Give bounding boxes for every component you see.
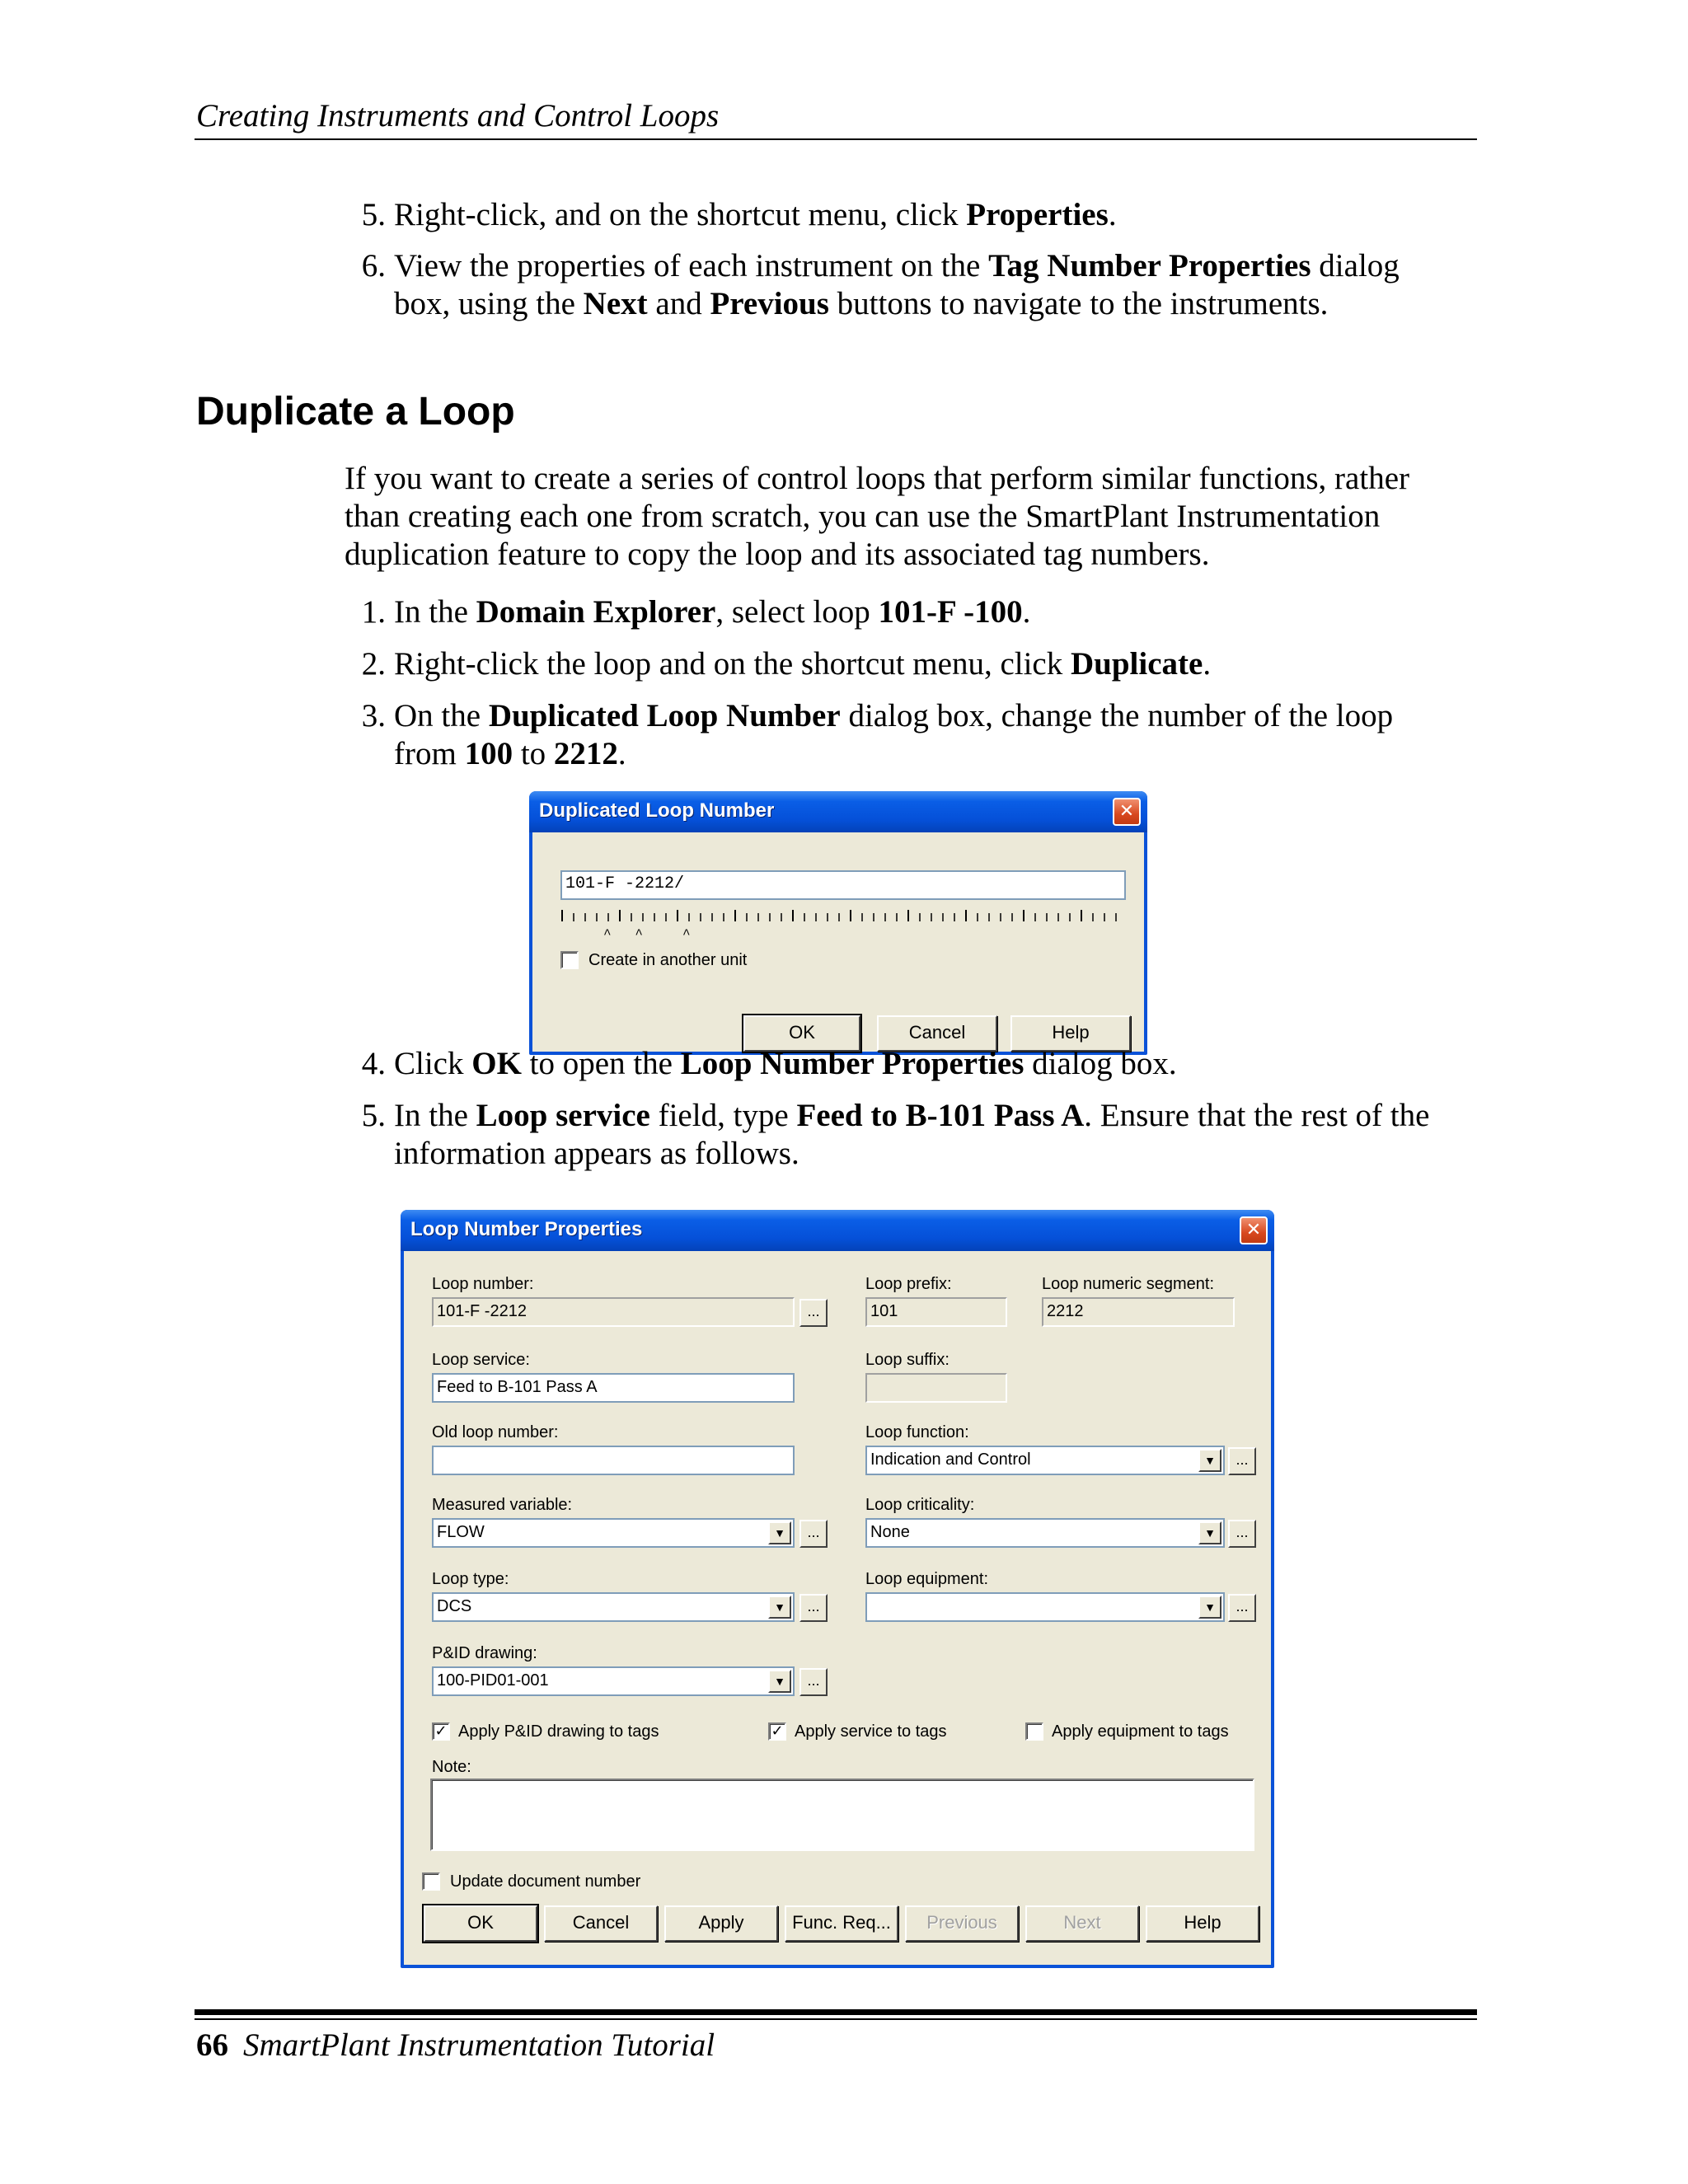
loop-function-select[interactable] (865, 1446, 1225, 1475)
step-text: box, using the (394, 286, 584, 321)
check-icon: ✓ (434, 1722, 448, 1740)
measured-variable-value: FLOW (437, 1523, 485, 1541)
step-text: and (647, 286, 710, 321)
update-document-number-checkbox[interactable] (422, 1872, 440, 1891)
footer-rule (195, 2018, 1477, 2020)
dialog-body (404, 1251, 1271, 1965)
step-bold: Loop service (476, 1098, 650, 1133)
old-loop-number-field[interactable] (432, 1446, 795, 1475)
func-req-button[interactable]: Func. Req... (785, 1905, 898, 1942)
loop-number-properties-dialog (401, 1210, 1274, 1968)
apply-service-label: Apply service to tags (795, 1722, 947, 1741)
step-bold: 101-F -100 (878, 594, 1023, 630)
step-text: information appears as follows. (394, 1136, 799, 1171)
step-text: , select loop (715, 594, 879, 630)
segment-markers: ^ ^ ^ (603, 927, 691, 942)
intro-line: If you want to create a series of control loops that perform similar functions, rather (345, 461, 1409, 496)
update-document-number-label: Update document number (450, 1872, 641, 1891)
footer-rule (195, 2009, 1477, 2015)
ruler-ticks (562, 910, 1116, 921)
cancel-button[interactable]: Cancel (544, 1905, 658, 1942)
loop-numeric-segment-label: Loop numeric segment: (1042, 1275, 1215, 1293)
step-text: View the properties of each instrument on the (394, 248, 989, 284)
list-number: 2. (361, 646, 386, 682)
step-text: Right-click, and on the shortcut menu, click (394, 197, 967, 232)
step-bold: OK (471, 1046, 522, 1081)
loop-prefix-label: Loop prefix: (865, 1275, 952, 1293)
step-text: . (1203, 646, 1212, 682)
list-number: 3. (361, 698, 386, 733)
step-text: dialog box. (1024, 1046, 1177, 1081)
apply-equipment-checkbox[interactable] (1025, 1722, 1043, 1741)
list-number: 5. (361, 1098, 386, 1133)
note-label: Note: (432, 1758, 471, 1776)
page-header: Creating Instruments and Control Loops (196, 98, 720, 134)
previous-button[interactable]: Previous (905, 1905, 1019, 1942)
loop-type-label: Loop type: (432, 1570, 509, 1588)
dialog-titlebar[interactable] (401, 1210, 1274, 1251)
step-text: buttons to navigate to the instruments. (828, 286, 1329, 321)
dialog-title: Loop Number Properties (410, 1218, 643, 1240)
list-item (345, 247, 1498, 323)
loop-equipment-browse-button[interactable]: ... (1228, 1594, 1256, 1622)
step-text: from (394, 736, 465, 771)
old-loop-number-label: Old loop number: (432, 1423, 559, 1441)
dialog-title: Duplicated Loop Number (539, 799, 775, 822)
step-text: field, type (649, 1098, 797, 1133)
loop-function-label: Loop function: (865, 1423, 969, 1441)
step-bold: Next (583, 286, 648, 321)
loop-suffix-label: Loop suffix: (865, 1351, 950, 1369)
loop-number-field[interactable]: 101-F -2212/ (560, 870, 1126, 900)
step-bold: Feed to B-101 Pass A (796, 1098, 1085, 1133)
step-text: Click (394, 1046, 472, 1081)
measured-variable-browse-button[interactable]: ... (799, 1520, 828, 1548)
section-heading: Duplicate a Loop (196, 390, 515, 434)
help-button[interactable]: Help (1010, 1015, 1131, 1052)
pid-drawing-select[interactable] (432, 1666, 795, 1696)
list-item (345, 645, 1498, 683)
step-bold: Previous (710, 286, 829, 321)
step-bold: Properties (966, 197, 1109, 232)
list-number: 1. (361, 594, 386, 630)
loop-numeric-segment-field[interactable]: 2212 (1042, 1297, 1235, 1327)
loop-prefix-field[interactable]: 101 (865, 1297, 1007, 1327)
loop-criticality-label: Loop criticality: (865, 1496, 975, 1514)
step-text: . Ensure that the rest of the (1084, 1098, 1430, 1133)
loop-equipment-label: Loop equipment: (865, 1570, 989, 1588)
chevron-down-icon[interactable]: ▼ (1198, 1596, 1221, 1619)
help-button[interactable]: Help (1146, 1905, 1259, 1942)
ok-button[interactable]: OK (424, 1905, 537, 1942)
chevron-down-icon[interactable]: ▼ (768, 1521, 791, 1544)
apply-equipment-label: Apply equipment to tags (1052, 1722, 1229, 1741)
measured-variable-label: Measured variable: (432, 1496, 573, 1514)
step-text: dialog (1311, 248, 1400, 284)
step-bold: Tag Number Properties (988, 248, 1311, 284)
loop-number-field[interactable]: 101-F -2212 (432, 1297, 795, 1327)
chevron-down-icon[interactable]: ▼ (768, 1670, 791, 1693)
ok-button[interactable]: OK (743, 1015, 860, 1052)
apply-service-checkbox[interactable] (768, 1722, 786, 1741)
list-item (345, 697, 1498, 773)
pid-drawing-value: 100-PID01-001 (437, 1671, 549, 1690)
loop-type-browse-button[interactable]: ... (799, 1594, 828, 1622)
apply-button[interactable]: Apply (664, 1905, 778, 1942)
step-bold: 2212 (553, 736, 618, 771)
chevron-down-icon[interactable]: ▼ (1198, 1521, 1221, 1544)
dialog-body (532, 832, 1144, 1052)
step-bold: Domain Explorer (476, 594, 716, 630)
chevron-down-icon[interactable]: ▼ (768, 1596, 791, 1619)
step-text: Right-click the loop and on the shortcut menu, click (394, 646, 1071, 682)
loop-type-value: DCS (437, 1597, 472, 1615)
step-bold: Duplicate (1070, 646, 1203, 682)
loop-function-browse-button[interactable]: ... (1228, 1447, 1256, 1475)
list-number: 5. (361, 197, 386, 232)
step-text: to open the (521, 1046, 681, 1081)
list-number: 6. (361, 248, 386, 284)
measured-variable-select[interactable] (432, 1518, 795, 1548)
loop-equipment-select[interactable] (865, 1592, 1225, 1622)
step-text: In the (394, 1098, 476, 1133)
loop-criticality-value: None (870, 1523, 910, 1541)
pid-drawing-browse-button[interactable]: ... (799, 1668, 828, 1696)
create-in-another-unit-label: Create in another unit (588, 951, 748, 969)
step-text: dialog box, change the number of the loop (840, 698, 1394, 733)
page-number: 66 (196, 2027, 228, 2063)
list-item (345, 593, 1498, 631)
check-icon: ✓ (771, 1722, 784, 1740)
list-item (345, 1097, 1498, 1173)
loop-service-label: Loop service: (432, 1351, 530, 1369)
step-text: to (513, 736, 554, 771)
intro-line: duplication feature to copy the loop and its associated tag numbers. (345, 537, 1210, 572)
pid-drawing-label: P&ID drawing: (432, 1644, 537, 1662)
apply-pid-label: Apply P&ID drawing to tags (458, 1722, 659, 1741)
loop-type-select[interactable] (432, 1592, 795, 1622)
create-in-another-unit-checkbox[interactable] (560, 951, 579, 969)
step-bold: Loop Number Properties (680, 1046, 1025, 1081)
loop-number-label: Loop number: (432, 1275, 534, 1293)
page-footer (196, 2026, 715, 2065)
step-text: On the (394, 698, 489, 733)
step-text: . (1022, 594, 1031, 630)
list-number: 4. (361, 1046, 386, 1081)
list-item (345, 1045, 1498, 1083)
loop-number-browse-button[interactable]: ... (799, 1299, 828, 1327)
list-item (345, 196, 1498, 234)
next-button[interactable]: Next (1025, 1905, 1139, 1942)
duplicated-loop-number-dialog (529, 791, 1147, 1055)
step-text: . (1108, 197, 1117, 232)
step-bold: Duplicated Loop Number (488, 698, 841, 733)
loop-criticality-select[interactable] (865, 1518, 1225, 1548)
book-title: SmartPlant Instrumentation Tutorial (243, 2027, 715, 2063)
step-text: In the (394, 594, 476, 630)
loop-criticality-browse-button[interactable]: ... (1228, 1520, 1256, 1548)
intro-line: than creating each one from scratch, you can use the SmartPlant Instrumentation (345, 499, 1381, 534)
chevron-down-icon[interactable]: ▼ (1198, 1449, 1221, 1472)
close-icon[interactable]: ✕ (1113, 798, 1141, 826)
loop-suffix-field[interactable] (865, 1373, 1007, 1403)
step-text: . (617, 736, 626, 771)
step-bold: 100 (464, 736, 513, 771)
close-icon[interactable]: ✕ (1240, 1216, 1268, 1244)
apply-pid-checkbox[interactable] (432, 1722, 450, 1741)
header-rule (195, 138, 1477, 140)
dialog-titlebar[interactable] (529, 791, 1147, 832)
loop-service-field[interactable]: Feed to B-101 Pass A (432, 1373, 795, 1403)
note-textarea[interactable] (430, 1779, 1254, 1851)
cancel-button[interactable]: Cancel (877, 1015, 997, 1052)
loop-function-value: Indication and Control (870, 1451, 1031, 1469)
